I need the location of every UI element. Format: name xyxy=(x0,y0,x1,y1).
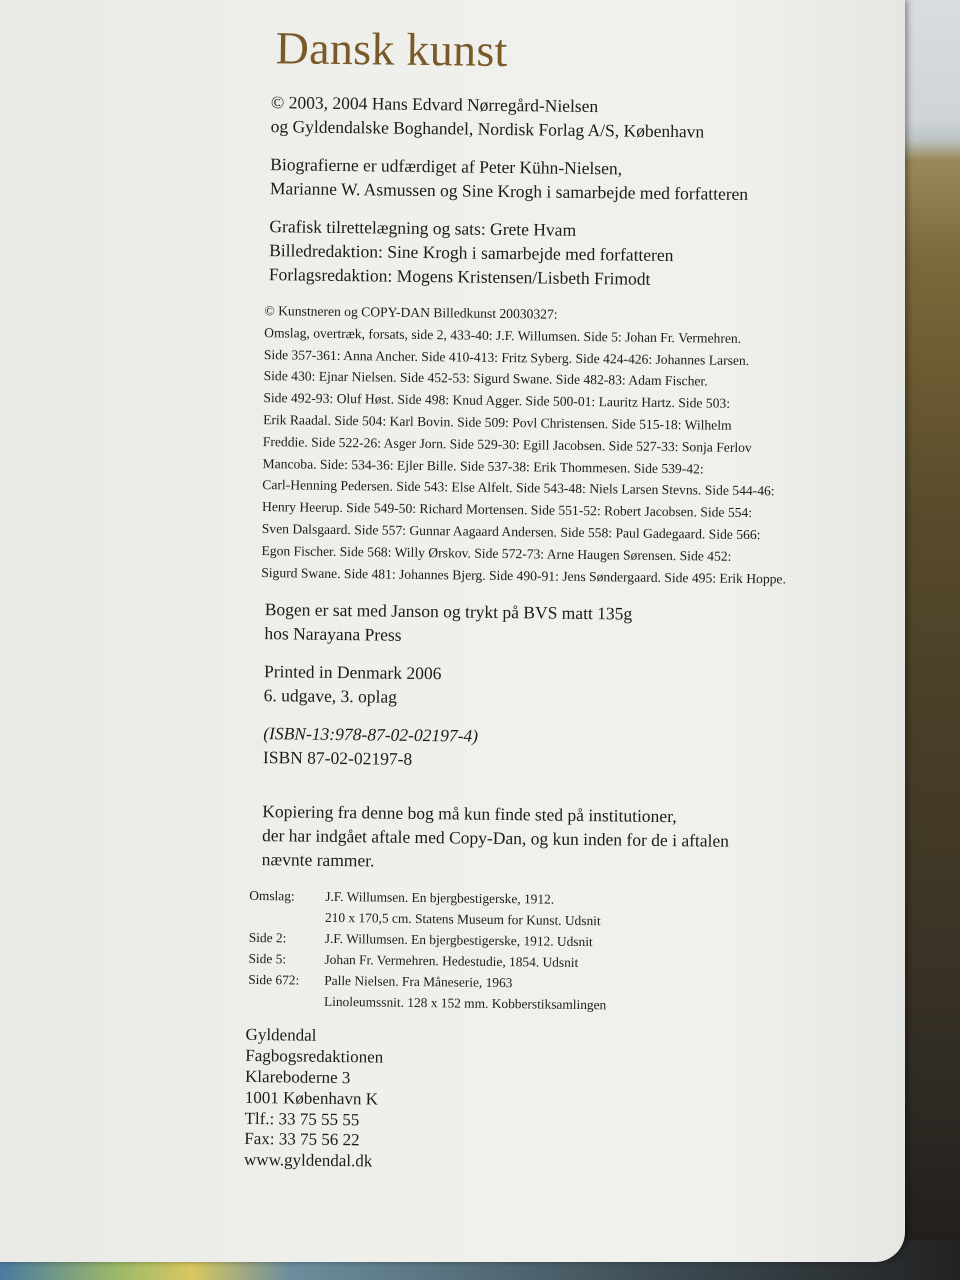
picture-credits xyxy=(248,885,849,1018)
staff-line: Forlagsredaktion: Mogens Kristensen/Lisbeth Frimodt xyxy=(268,264,651,289)
printing-line: 6. udgave, 3. oplag xyxy=(263,685,398,708)
biographies-line: Marianne W. Asmussen og Sine Krogh i samarbejde med forfatteren xyxy=(269,178,749,204)
image-rights-line: Henry Heerup. Side 549-50: Richard Mortensen. Side 551-52: Robert Jacobsen. Side 554: xyxy=(261,499,753,521)
typography-line: hos Narayana Press xyxy=(264,623,402,646)
biographies-line: Biografierne er udfærdiget af Peter Kühn-Nielsen, xyxy=(270,154,623,179)
picture-credit-label: Side 2: xyxy=(248,930,287,946)
image-rights-line: Erik Raadal. Side 504: Karl Bovin. Side 509: Povl Christensen. Side 515-18: Wilhelm xyxy=(263,412,732,433)
picture-credit-text: Johan Fr. Vermehren. Hedestudie, 1854. Udsnit xyxy=(324,952,579,971)
publisher-city: 1001 København K xyxy=(244,1087,379,1109)
typography-block xyxy=(264,597,853,652)
colophon xyxy=(243,20,860,1178)
publisher-street: Klareboderne 3 xyxy=(244,1066,351,1088)
staff-block xyxy=(269,214,858,293)
printing-block xyxy=(264,659,853,714)
picture-credit-text: Linoleumssnit. 128 x 152 mm. Kobberstiksamlingen xyxy=(323,994,607,1013)
copyright-block xyxy=(271,90,860,145)
image-rights-line: Side 430: Ejnar Nielsen. Side 452-53: Sigurd Swane. Side 482-83: Adam Fischer. xyxy=(263,368,708,389)
picture-credit-text: Palle Nielsen. Fra Måneserie, 1963 xyxy=(324,973,513,991)
image-rights-line: Side 492-93: Oluf Høst. Side 498: Knud Agger. Side 500-01: Lauritz Hartz. Side 503: xyxy=(263,390,731,411)
image-rights-line: © Kunstneren og COPY-DAN Billedkunst 20030327: xyxy=(264,303,558,322)
copying-notice-line: der har indgået aftale med Copy-Dan, og kun inden for de i aftalen xyxy=(261,825,730,852)
publisher-name: Gyldendal xyxy=(245,1025,317,1046)
copyright-line: og Gyldendalske Boghandel, Nordisk Forlag A/S, København xyxy=(270,116,705,142)
isbn10: ISBN 87-02-02197-8 xyxy=(262,747,413,770)
picture-credit-label: Side 5: xyxy=(248,951,287,967)
image-rights-line: Carl-Henning Pedersen. Side 543: Else Alfelt. Side 543-48: Niels Larsen Stevns. Side 544-46: xyxy=(262,477,775,499)
picture-credit-text: 210 x 170,5 cm. Statens Museum for Kunst. Udsnit xyxy=(324,910,601,929)
picture-credit-label: Side 672: xyxy=(248,972,300,988)
picture-credit-label xyxy=(249,906,325,928)
copying-notice-line: nævnte rammer. xyxy=(261,849,375,871)
picture-credit-label xyxy=(248,990,324,1012)
image-rights-line: Sven Dalsgaard. Side 557: Gunnar Aagaard Andersen. Side 558: Paul Gadegaard. Side 566: xyxy=(261,521,761,543)
publisher-phone: Tlf.: 33 75 55 55 xyxy=(244,1108,360,1129)
isbn13: (ISBN-13:978-87-02-02197-4) xyxy=(263,723,479,747)
staff-line: Billedredaktion: Sine Krogh i samarbejde med forfatteren xyxy=(269,240,674,266)
isbn-block xyxy=(263,721,852,776)
picture-credit-text: J.F. Willumsen. En bjergbestigerske, 1912. xyxy=(325,889,555,908)
image-rights-block xyxy=(261,300,856,591)
printing-line: Printed in Denmark 2006 xyxy=(263,661,442,684)
publisher-address xyxy=(244,1025,848,1178)
copyright-line: © 2003, 2004 Hans Edvard Nørregård-Nielsen xyxy=(270,92,599,117)
copying-notice xyxy=(262,799,851,878)
book-title: Dansk kunst xyxy=(275,22,508,77)
image-rights-line: Side 357-361: Anna Ancher. Side 410-413: Fritz Syberg. Side 424-426: Johannes Larsen. xyxy=(263,346,750,368)
image-rights-line: Sigurd Swane. Side 481: Johannes Bjerg. Side 490-91: Jens Søndergaard. Side 495: Erik Hoppe. xyxy=(261,564,787,587)
biographies-block xyxy=(270,152,859,207)
publisher-department: Fagbogsredaktionen xyxy=(245,1046,384,1067)
image-rights-line: Egon Fischer. Side 568: Willy Ørskov. Side 572-73: Arne Haugen Sørensen. Side 452: xyxy=(261,542,732,564)
typography-line: Bogen er sat med Janson og trykt på BVS matt 135g xyxy=(264,599,633,624)
copying-notice-line: Kopiering fra denne bog må kun finde sted på institutioner, xyxy=(262,801,677,827)
publisher-website: www.gyldendal.dk xyxy=(243,1150,373,1171)
image-rights-line: Omslag, overtræk, forsats, side 2, 433-40: J.F. Willumsen. Side 5: Johan Fr. Vermehren. xyxy=(264,324,742,346)
staff-line: Grafisk tilrettelægning og sats: Grete Hvam xyxy=(269,216,577,240)
image-rights-line: Freddie. Side 522-26: Asger Jorn. Side 529-30: Egill Jacobsen. Side 527-33: Sonja Ferlov xyxy=(262,433,752,455)
picture-credit-text: J.F. Willumsen. En bjergbestigerske, 1912. Udsnit xyxy=(324,931,593,950)
picture-credit-label: Omslag: xyxy=(249,888,295,904)
image-rights-line: Mancoba. Side: 534-36: Ejler Bille. Side 537-38: Erik Thommesen. Side 539-42: xyxy=(262,455,704,477)
publisher-fax: Fax: 33 75 56 22 xyxy=(244,1129,360,1150)
